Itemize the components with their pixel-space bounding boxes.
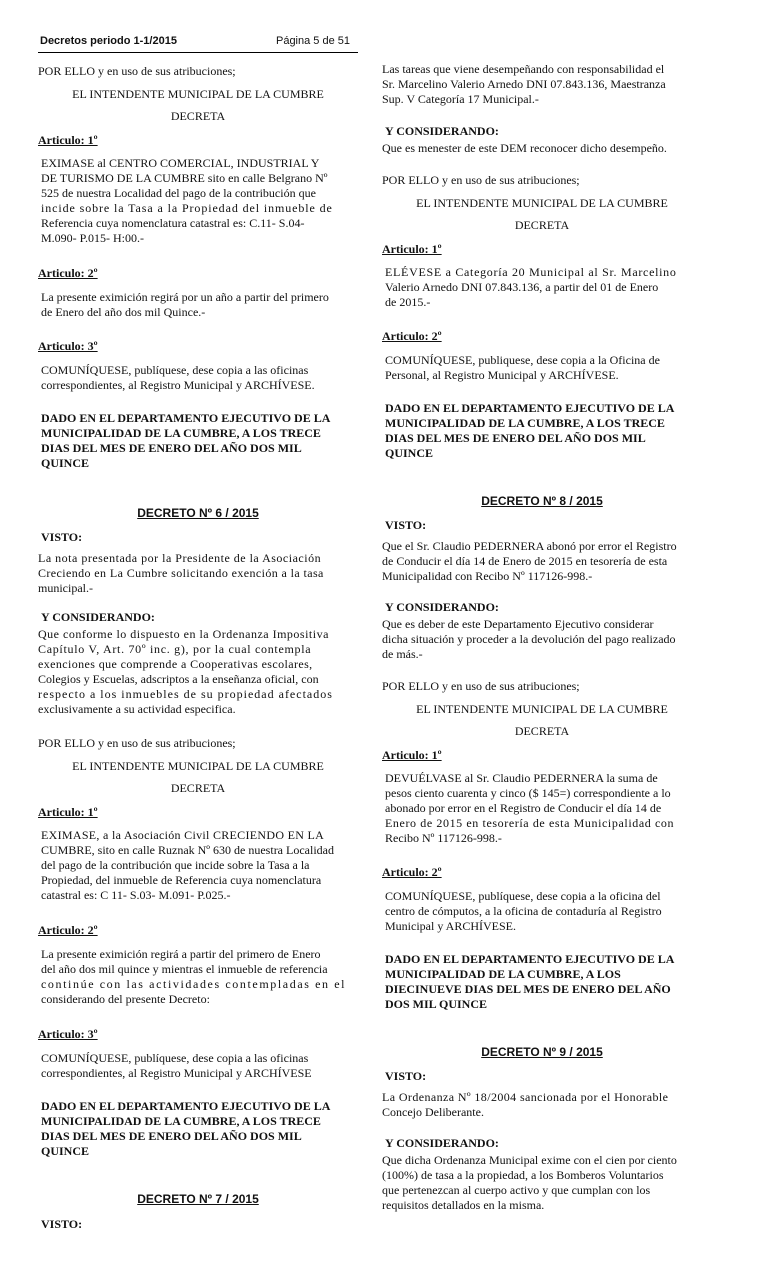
text-line: correspondientes, al Registro Municipal y ARCHÍVESE <box>41 1066 312 1080</box>
text-line: Que dicha Ordenanza Municipal exime con el cien por ciento <box>382 1153 677 1167</box>
text-line: respecto a los inmuebles de su propiedad afectados <box>38 687 333 701</box>
intro-body <box>382 62 702 107</box>
article-3-body <box>38 363 358 393</box>
text-line: Municipal y ARCHÍVESE. <box>385 919 516 933</box>
text-line: MUNICIPALIDAD DE LA CUMBRE, A LOS TRECE <box>41 1114 321 1128</box>
decreta-heading: DECRETA <box>514 724 570 738</box>
article-1-title: Articulo: 1º <box>382 242 442 256</box>
article-1-body <box>38 828 358 903</box>
text-line: Concejo Deliberante. <box>382 1105 484 1119</box>
text-line: La nota presentada por la Presidente de la Asociación <box>38 551 322 565</box>
text-line: COMUNÍQUESE, publiquese, dese copia a la Oficina de <box>385 353 660 367</box>
text-line: Creciendo en La Cumbre solicitando exención a la tasa <box>38 566 324 580</box>
visto-heading: VISTO: <box>41 1217 83 1231</box>
text-line: EXIMASE al CENTRO COMERCIAL, INDUSTRIAL Y <box>41 156 320 170</box>
intendente-heading: EL INTENDENTE MUNICIPAL DE LA CUMBRE <box>72 759 324 773</box>
header-divider <box>38 52 358 53</box>
visto-body <box>382 1090 702 1120</box>
text-line: DOS MIL QUINCE <box>385 997 488 1011</box>
article-2-title: Articulo: 2º <box>38 923 98 937</box>
article-1-title: Articulo: 1º <box>382 748 442 762</box>
article-2-title: Articulo: 2º <box>38 266 98 280</box>
text-line: DE TURISMO DE LA CUMBRE sito en calle Belgrano Nº <box>41 171 328 185</box>
text-line: DIAS DEL MES DE ENERO DEL AÑO DOS MIL <box>41 441 302 455</box>
header-title: Decretos periodo 1-1/2015 <box>40 35 177 47</box>
considerando-heading: Y CONSIDERANDO: <box>41 610 155 624</box>
article-2-body <box>382 353 702 383</box>
text-line: centro de cómputos, a la oficina de contaduría al Registro <box>385 904 662 918</box>
intendente-heading: EL INTENDENTE MUNICIPAL DE LA CUMBRE <box>72 87 324 101</box>
decreto-9-title: DECRETO Nº 9 / 2015 <box>481 1045 603 1059</box>
considerando-heading: Y CONSIDERANDO: <box>385 600 499 614</box>
dado-block <box>382 952 702 1012</box>
text-line: de 2015.- <box>385 295 431 309</box>
text-line: QUINCE <box>41 456 90 470</box>
text-line: MUNICIPALIDAD DE LA CUMBRE, A LOS <box>385 967 621 981</box>
text-line: Que el Sr. Claudio PEDERNERA abonó por error el Registro <box>382 539 677 553</box>
decreto-8-title: DECRETO Nº 8 / 2015 <box>481 494 603 508</box>
text-line: La presente eximición regirá a partir del primero de Enero <box>41 947 321 961</box>
dado-block <box>38 1099 358 1159</box>
decreta-heading: DECRETA <box>514 218 570 232</box>
article-2-title: Articulo: 2º <box>382 329 442 343</box>
text-line: Propiedad, del inmueble de Referencia cuya nomenclatura <box>41 873 322 887</box>
article-2-title: Articulo: 2º <box>382 865 442 879</box>
text-line: del año dos mil quince y mientras el inmueble de referencia <box>41 962 328 976</box>
text-line: del pago de la contribución que incide sobre la Tasa a la <box>41 858 310 872</box>
text-line: requisitos detallados en la misma. <box>382 1198 545 1212</box>
text-line: CUMBRE, sito en calle Ruznak Nº 630 de nuestra Localidad <box>41 843 334 857</box>
text-line: DADO EN EL DEPARTAMENTO EJECUTIVO DE LA <box>385 952 675 966</box>
considerando-text: Que es menester de este DEM reconocer dicho desempeño. <box>382 141 667 155</box>
article-3-body <box>38 1051 358 1081</box>
intendente-heading: EL INTENDENTE MUNICIPAL DE LA CUMBRE <box>416 702 668 716</box>
article-3-title: Articulo: 3º <box>38 339 98 353</box>
article-2-body <box>382 889 702 934</box>
right-column <box>382 60 702 1213</box>
text-line: DEVUÉLVASE al Sr. Claudio PEDERNERA la suma de <box>385 771 658 785</box>
text-line: DADO EN EL DEPARTAMENTO EJECUTIVO DE LA <box>385 401 675 415</box>
considerando-body <box>382 617 702 662</box>
text-line: COMUNÍQUESE, publíquese, dese copia a la oficina del <box>385 889 661 903</box>
text-line: DADO EN EL DEPARTAMENTO EJECUTIVO DE LA <box>41 1099 331 1113</box>
text-line: incide sobre la Tasa a la Propiedad del inmueble de <box>41 201 333 215</box>
text-line: continúe con las actividades contempladas en el <box>41 977 347 991</box>
text-line: Las tareas que viene desempeñando con responsabilidad el <box>382 62 665 76</box>
decreta-heading: DECRETA <box>170 781 226 795</box>
dado-block <box>382 401 702 461</box>
text-line: DIECINUEVE DIAS DEL MES DE ENERO DEL AÑO <box>385 982 671 996</box>
por-ello-text: POR ELLO y en uso de sus atribuciones; <box>38 736 236 750</box>
visto-heading: VISTO: <box>385 1069 427 1083</box>
text-line: Enero de 2015 en tesorería de esta Municipalidad con <box>385 816 675 830</box>
text-line: COMUNÍQUESE, publíquese, dese copia a las oficinas <box>41 363 309 377</box>
considerando-heading: Y CONSIDERANDO: <box>385 124 499 138</box>
text-line: de Conducir el día 14 de Enero de 2015 en tesorería de esta <box>382 554 668 568</box>
text-line: QUINCE <box>385 446 434 460</box>
text-line: municipal.- <box>38 581 93 595</box>
visto-heading: VISTO: <box>41 530 83 544</box>
text-line: correspondientes, al Registro Municipal y ARCHÍVESE. <box>41 378 315 392</box>
text-line: que pertenezcan al cuerpo activo y que cumplan con los <box>382 1183 651 1197</box>
text-line: dicha situación y proceder a la devolución del pago realizado <box>382 632 676 646</box>
text-line: DIAS DEL MES DE ENERO DEL AÑO DOS MIL <box>41 1129 302 1143</box>
text-line: COMUNÍQUESE, publíquese, dese copia a las oficinas <box>41 1051 309 1065</box>
text-line: 525 de nuestra Localidad del pago de la contribución que <box>41 186 316 200</box>
text-line: de Enero del año dos mil Quince.- <box>41 305 206 319</box>
text-line: Capítulo V, Art. 70º inc. g), por la cual contempla <box>38 642 312 656</box>
text-line: Que conforme lo dispuesto en la Ordenanza Impositiva <box>38 627 329 641</box>
text-line: QUINCE <box>41 1144 90 1158</box>
text-line: ELÉVESE a Categoría 20 Municipal al Sr. Marcelino <box>385 265 677 279</box>
text-line: Personal, al Registro Municipal y ARCHÍVESE. <box>385 368 619 382</box>
text-line: exclusivamente a su actividad especifica. <box>38 702 236 716</box>
article-1-body <box>38 156 358 246</box>
text-line: catastral es: C 11- S.03- M.091- P.025.- <box>41 888 231 902</box>
article-2-body <box>38 290 358 320</box>
article-1-body <box>382 771 702 846</box>
text-line: DIAS DEL MES DE ENERO DEL AÑO DOS MIL <box>385 431 646 445</box>
text-line: MUNICIPALIDAD DE LA CUMBRE, A LOS TRECE <box>385 416 665 430</box>
text-line: DADO EN EL DEPARTAMENTO EJECUTIVO DE LA <box>41 411 331 425</box>
text-line: exenciones que comprende a Cooperativas escolares, <box>38 657 313 671</box>
left-column <box>38 60 358 1232</box>
text-line: de más.- <box>382 647 423 661</box>
text-line: M.090- P.015- H:00.- <box>41 231 145 245</box>
por-ello-text: POR ELLO y en uso de sus atribuciones; <box>382 679 580 693</box>
page-header <box>40 35 356 49</box>
text-line: EXIMASE, a la Asociación Civil CRECIENDO EN LA <box>41 828 325 842</box>
considerando-heading: Y CONSIDERANDO: <box>385 1136 499 1150</box>
decreto-7-title: DECRETO Nº 7 / 2015 <box>137 1192 259 1206</box>
considerando-body <box>38 627 358 717</box>
text-line: La presente eximición regirá por un año a partir del primero <box>41 290 329 304</box>
article-1-body <box>382 265 702 310</box>
text-line: abonado por error en el Registro de Conducir el día 14 de <box>385 801 662 815</box>
page-number: Página 5 de 51 <box>275 35 350 47</box>
text-line: MUNICIPALIDAD DE LA CUMBRE, A LOS TRECE <box>41 426 321 440</box>
por-ello-text: POR ELLO y en uso de sus atribuciones; <box>38 64 236 78</box>
dado-block <box>38 411 358 471</box>
visto-body <box>38 551 358 596</box>
article-3-title: Articulo: 3º <box>38 1027 98 1041</box>
text-line: La Ordenanza Nº 18/2004 sancionada por el Honorable <box>382 1090 669 1104</box>
text-line: Colegios y Escuelas, adscriptos a la enseñanza oficial, con <box>38 672 319 686</box>
text-line: Referencia cuya nomenclatura catastral es: C.11- S.04- <box>41 216 305 230</box>
text-line: Sup. V Categoría 17 Municipal.- <box>382 92 539 106</box>
visto-body <box>382 539 702 584</box>
por-ello-text: POR ELLO y en uso de sus atribuciones; <box>382 173 580 187</box>
text-line: considerando del presente Decreto: <box>41 992 210 1006</box>
article-1-title: Articulo: 1º <box>38 133 98 147</box>
decreta-heading: DECRETA <box>170 109 226 123</box>
text-line: Municipalidad con Recibo Nº 117126-998.- <box>382 569 593 583</box>
considerando-body <box>382 1153 702 1213</box>
text-line: Sr. Marcelino Valerio Arnedo DNI 07.843.136, Maestranza <box>382 77 666 91</box>
text-line: Que es deber de este Departamento Ejecutivo considerar <box>382 617 654 631</box>
text-line: pesos ciento cuarenta y cinco ($ 145=) correspondiente a lo <box>385 786 671 800</box>
text-line: (100%) de tasa a la propiedad, a los Bomberos Voluntarios <box>382 1168 664 1182</box>
text-line: Valerio Arnedo DNI 07.843.136, a partir del 01 de Enero <box>385 280 659 294</box>
decreto-6-title: DECRETO Nº 6 / 2015 <box>137 506 259 520</box>
intendente-heading: EL INTENDENTE MUNICIPAL DE LA CUMBRE <box>416 196 668 210</box>
article-1-title: Articulo: 1º <box>38 805 98 819</box>
text-line: Recibo Nº 117126-998.- <box>385 831 502 845</box>
visto-heading: VISTO: <box>385 518 427 532</box>
article-2-body <box>38 947 358 1007</box>
